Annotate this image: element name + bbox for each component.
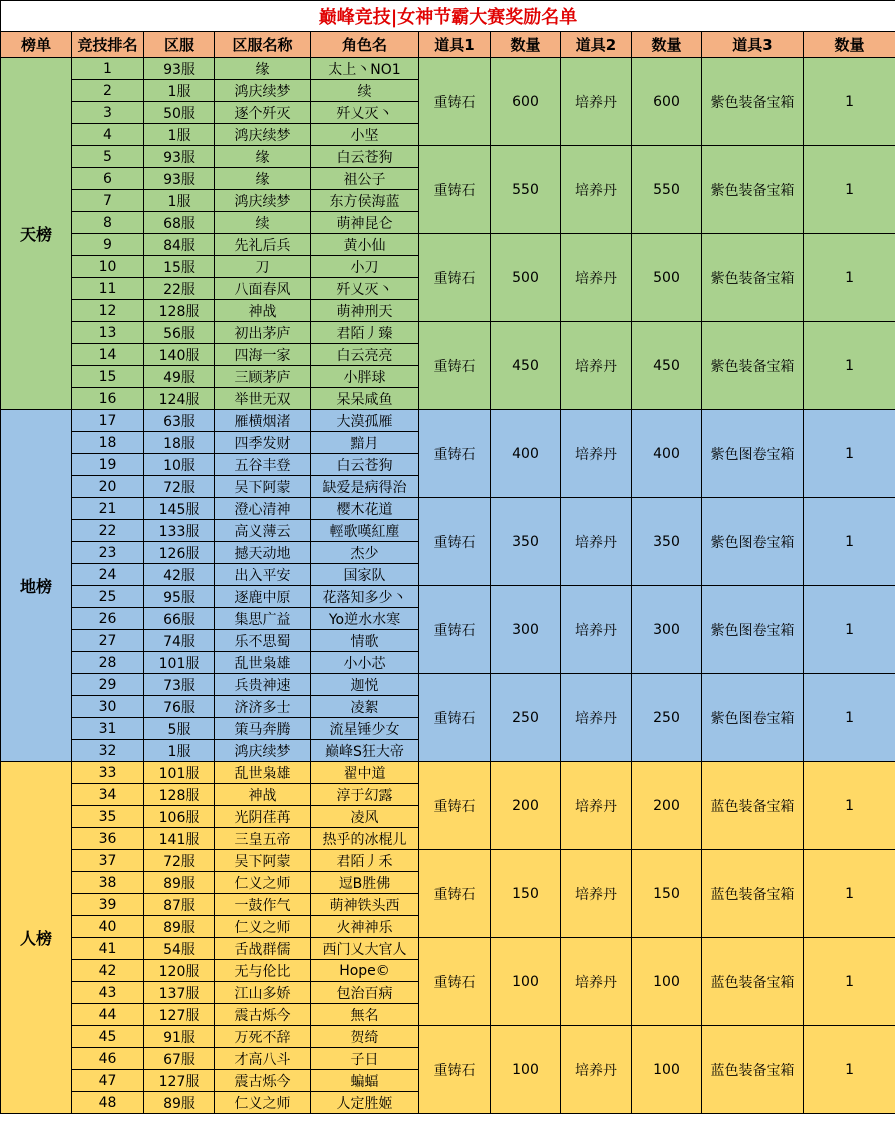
- header-server-name: 区服名称: [215, 32, 311, 58]
- server-cell: 95服: [144, 586, 215, 608]
- character-name-cell: 歼乂灭丶: [311, 278, 419, 300]
- server-cell: 74服: [144, 630, 215, 652]
- server-name-cell: 刀: [215, 256, 311, 278]
- server-cell: 72服: [144, 850, 215, 872]
- item3-cell: 蓝色装备宝箱: [702, 850, 804, 938]
- rank-cell: 10: [72, 256, 144, 278]
- character-name-cell: 凌絮: [311, 696, 419, 718]
- qty2-cell: 500: [632, 234, 702, 322]
- qty1-cell: 150: [491, 850, 561, 938]
- table-row: [1, 586, 895, 608]
- qty2-cell: 100: [632, 1026, 702, 1114]
- rank-cell: 36: [72, 828, 144, 850]
- character-name-cell: 大漠孤雁: [311, 410, 419, 432]
- character-name-cell: 凌风: [311, 806, 419, 828]
- character-name-cell: 花落知多少丶: [311, 586, 419, 608]
- sheet-title: 巅峰竞技|女神节霸大赛奖励名单: [1, 1, 895, 32]
- character-name-cell: 萌神昆仑: [311, 212, 419, 234]
- rank-cell: 35: [72, 806, 144, 828]
- server-cell: 5服: [144, 718, 215, 740]
- character-name-cell: 白云苍狗: [311, 146, 419, 168]
- server-cell: 73服: [144, 674, 215, 696]
- table-row: [1, 146, 895, 168]
- item3-cell: 紫色装备宝箱: [702, 322, 804, 410]
- rank-cell: 15: [72, 366, 144, 388]
- character-name-cell: 小刀: [311, 256, 419, 278]
- rank-cell: 5: [72, 146, 144, 168]
- character-name-cell: 缺爱是病得治: [311, 476, 419, 498]
- rank-cell: 47: [72, 1070, 144, 1092]
- server-cell: 101服: [144, 652, 215, 674]
- character-name-cell: 太上丶NO1: [311, 58, 419, 80]
- rank-cell: 39: [72, 894, 144, 916]
- server-name-cell: 仁义之师: [215, 872, 311, 894]
- server-name-cell: 出入平安: [215, 564, 311, 586]
- qty2-cell: 450: [632, 322, 702, 410]
- server-name-cell: 策马奔腾: [215, 718, 311, 740]
- character-name-cell: 人定胜姬: [311, 1092, 419, 1114]
- server-cell: 89服: [144, 1092, 215, 1114]
- server-name-cell: 鸿庆续梦: [215, 80, 311, 102]
- server-name-cell: 三皇五帝: [215, 828, 311, 850]
- item1-cell: 重铸石: [419, 146, 491, 234]
- qty3-cell: 1: [804, 322, 895, 410]
- rank-cell: 18: [72, 432, 144, 454]
- rank-cell: 43: [72, 982, 144, 1004]
- server-cell: 91服: [144, 1026, 215, 1048]
- character-name-cell: 小坚: [311, 124, 419, 146]
- item1-cell: 重铸石: [419, 58, 491, 146]
- character-name-cell: 淳于幻露: [311, 784, 419, 806]
- server-name-cell: 先礼后兵: [215, 234, 311, 256]
- rank-cell: 46: [72, 1048, 144, 1070]
- server-cell: 101服: [144, 762, 215, 784]
- server-cell: 128服: [144, 784, 215, 806]
- qty1-cell: 400: [491, 410, 561, 498]
- server-name-cell: 震古烁今: [215, 1070, 311, 1092]
- server-name-cell: 雁横烟渚: [215, 410, 311, 432]
- item1-cell: 重铸石: [419, 410, 491, 498]
- qty3-cell: 1: [804, 850, 895, 938]
- item2-cell: 培养丹: [561, 674, 632, 762]
- title-row: [1, 1, 895, 32]
- item2-cell: 培养丹: [561, 1026, 632, 1114]
- qty1-cell: 500: [491, 234, 561, 322]
- character-name-cell: 君陌丿臻: [311, 322, 419, 344]
- character-name-cell: 萌神铁头西: [311, 894, 419, 916]
- server-name-cell: 一鼓作气: [215, 894, 311, 916]
- rank-cell: 9: [72, 234, 144, 256]
- table-row: [1, 674, 895, 696]
- server-name-cell: 撼天动地: [215, 542, 311, 564]
- server-cell: 63服: [144, 410, 215, 432]
- server-cell: 126服: [144, 542, 215, 564]
- table-row: [1, 234, 895, 256]
- item3-cell: 紫色装备宝箱: [702, 234, 804, 322]
- server-name-cell: 初出茅庐: [215, 322, 311, 344]
- item3-cell: 紫色装备宝箱: [702, 58, 804, 146]
- server-cell: 93服: [144, 168, 215, 190]
- rank-cell: 42: [72, 960, 144, 982]
- table-row: [1, 322, 895, 344]
- server-cell: 89服: [144, 872, 215, 894]
- server-cell: 54服: [144, 938, 215, 960]
- qty3-cell: 1: [804, 762, 895, 850]
- character-name-cell: 黯月: [311, 432, 419, 454]
- server-cell: 1服: [144, 740, 215, 762]
- header-board: 榜单: [1, 32, 72, 58]
- server-cell: 15服: [144, 256, 215, 278]
- character-name-cell: 包治百病: [311, 982, 419, 1004]
- server-name-cell: 缘: [215, 168, 311, 190]
- character-name-cell: 国家队: [311, 564, 419, 586]
- character-name-cell: 热乎的冰棍儿: [311, 828, 419, 850]
- server-name-cell: 济济多士: [215, 696, 311, 718]
- rank-cell: 23: [72, 542, 144, 564]
- qty2-cell: 350: [632, 498, 702, 586]
- item2-cell: 培养丹: [561, 850, 632, 938]
- server-name-cell: 舌战群儒: [215, 938, 311, 960]
- item2-cell: 培养丹: [561, 410, 632, 498]
- table-row: [1, 938, 895, 960]
- rank-cell: 44: [72, 1004, 144, 1026]
- server-cell: 56服: [144, 322, 215, 344]
- qty2-cell: 600: [632, 58, 702, 146]
- server-cell: 67服: [144, 1048, 215, 1070]
- rank-cell: 8: [72, 212, 144, 234]
- table-row: [1, 58, 895, 80]
- server-cell: 18服: [144, 432, 215, 454]
- qty3-cell: 1: [804, 146, 895, 234]
- rank-cell: 40: [72, 916, 144, 938]
- rank-cell: 33: [72, 762, 144, 784]
- server-name-cell: 高义薄云: [215, 520, 311, 542]
- server-cell: 42服: [144, 564, 215, 586]
- server-cell: 106服: [144, 806, 215, 828]
- server-name-cell: 鸿庆续梦: [215, 124, 311, 146]
- character-name-cell: 無名: [311, 1004, 419, 1026]
- server-cell: 93服: [144, 58, 215, 80]
- header-item3: 道具3: [702, 32, 804, 58]
- server-cell: 68服: [144, 212, 215, 234]
- item1-cell: 重铸石: [419, 322, 491, 410]
- server-cell: 141服: [144, 828, 215, 850]
- server-name-cell: 鸿庆续梦: [215, 740, 311, 762]
- rank-cell: 48: [72, 1092, 144, 1114]
- item3-cell: 蓝色装备宝箱: [702, 938, 804, 1026]
- server-cell: 49服: [144, 366, 215, 388]
- server-name-cell: 四海一家: [215, 344, 311, 366]
- table-row: [1, 1026, 895, 1048]
- header-qty1: 数量: [491, 32, 561, 58]
- header-item1: 道具1: [419, 32, 491, 58]
- rank-cell: 29: [72, 674, 144, 696]
- item3-cell: 蓝色装备宝箱: [702, 1026, 804, 1114]
- server-cell: 1服: [144, 190, 215, 212]
- item1-cell: 重铸石: [419, 1026, 491, 1114]
- qty2-cell: 100: [632, 938, 702, 1026]
- qty2-cell: 200: [632, 762, 702, 850]
- server-name-cell: 集思广益: [215, 608, 311, 630]
- rank-cell: 21: [72, 498, 144, 520]
- qty3-cell: 1: [804, 234, 895, 322]
- character-name-cell: 白云苍狗: [311, 454, 419, 476]
- item2-cell: 培养丹: [561, 498, 632, 586]
- server-cell: 50服: [144, 102, 215, 124]
- qty1-cell: 450: [491, 322, 561, 410]
- server-cell: 145服: [144, 498, 215, 520]
- rank-cell: 37: [72, 850, 144, 872]
- server-cell: 133服: [144, 520, 215, 542]
- qty2-cell: 150: [632, 850, 702, 938]
- rank-cell: 45: [72, 1026, 144, 1048]
- qty3-cell: 1: [804, 58, 895, 146]
- server-cell: 120服: [144, 960, 215, 982]
- header-character: 角色名: [311, 32, 419, 58]
- server-cell: 22服: [144, 278, 215, 300]
- header-row: [1, 32, 895, 58]
- server-name-cell: 仁义之师: [215, 1092, 311, 1114]
- rank-cell: 6: [72, 168, 144, 190]
- server-name-cell: 吴下阿蒙: [215, 476, 311, 498]
- server-name-cell: 逐个歼灭: [215, 102, 311, 124]
- qty3-cell: 1: [804, 938, 895, 1026]
- character-name-cell: 翟中道: [311, 762, 419, 784]
- qty1-cell: 300: [491, 586, 561, 674]
- rank-cell: 7: [72, 190, 144, 212]
- board-label-tian: 天榜: [1, 58, 72, 410]
- server-cell: 127服: [144, 1070, 215, 1092]
- server-name-cell: 五谷丰登: [215, 454, 311, 476]
- server-cell: 89服: [144, 916, 215, 938]
- item1-cell: 重铸石: [419, 850, 491, 938]
- board-label-ren: 人榜: [1, 762, 72, 1114]
- server-cell: 84服: [144, 234, 215, 256]
- item1-cell: 重铸石: [419, 938, 491, 1026]
- header-qty2: 数量: [632, 32, 702, 58]
- item1-cell: 重铸石: [419, 498, 491, 586]
- item3-cell: 紫色图卷宝箱: [702, 674, 804, 762]
- rank-cell: 19: [72, 454, 144, 476]
- item1-cell: 重铸石: [419, 234, 491, 322]
- character-name-cell: 续: [311, 80, 419, 102]
- server-cell: 127服: [144, 1004, 215, 1026]
- item3-cell: 紫色图卷宝箱: [702, 498, 804, 586]
- server-name-cell: 光阴荏苒: [215, 806, 311, 828]
- item1-cell: 重铸石: [419, 586, 491, 674]
- server-name-cell: 乱世枭雄: [215, 652, 311, 674]
- rank-cell: 16: [72, 388, 144, 410]
- rank-cell: 22: [72, 520, 144, 542]
- rank-cell: 17: [72, 410, 144, 432]
- rank-cell: 38: [72, 872, 144, 894]
- rank-cell: 28: [72, 652, 144, 674]
- server-name-cell: 震古烁今: [215, 1004, 311, 1026]
- server-cell: 10服: [144, 454, 215, 476]
- item1-cell: 重铸石: [419, 674, 491, 762]
- server-cell: 87服: [144, 894, 215, 916]
- server-name-cell: 逐鹿中原: [215, 586, 311, 608]
- qty3-cell: 1: [804, 674, 895, 762]
- character-name-cell: 杰少: [311, 542, 419, 564]
- server-cell: 72服: [144, 476, 215, 498]
- server-name-cell: 举世无双: [215, 388, 311, 410]
- server-name-cell: 澄心清神: [215, 498, 311, 520]
- server-name-cell: 才高八斗: [215, 1048, 311, 1070]
- rank-cell: 3: [72, 102, 144, 124]
- table-row: [1, 850, 895, 872]
- character-name-cell: 祖公子: [311, 168, 419, 190]
- server-cell: 140服: [144, 344, 215, 366]
- character-name-cell: 蝙蝠: [311, 1070, 419, 1092]
- server-cell: 66服: [144, 608, 215, 630]
- character-name-cell: 流星锤少女: [311, 718, 419, 740]
- character-name-cell: 子日: [311, 1048, 419, 1070]
- server-name-cell: 万死不辞: [215, 1026, 311, 1048]
- item1-cell: 重铸石: [419, 762, 491, 850]
- qty1-cell: 250: [491, 674, 561, 762]
- item3-cell: 紫色图卷宝箱: [702, 410, 804, 498]
- character-name-cell: 东方侯海蓝: [311, 190, 419, 212]
- character-name-cell: 情歌: [311, 630, 419, 652]
- rank-cell: 1: [72, 58, 144, 80]
- qty2-cell: 400: [632, 410, 702, 498]
- rank-cell: 31: [72, 718, 144, 740]
- character-name-cell: 歼乂灭丶: [311, 102, 419, 124]
- character-name-cell: 迦悦: [311, 674, 419, 696]
- item2-cell: 培养丹: [561, 586, 632, 674]
- server-name-cell: 八面春风: [215, 278, 311, 300]
- rank-cell: 30: [72, 696, 144, 718]
- rank-cell: 12: [72, 300, 144, 322]
- qty3-cell: 1: [804, 410, 895, 498]
- character-name-cell: 西门乂大官人: [311, 938, 419, 960]
- character-name-cell: 白云亮亮: [311, 344, 419, 366]
- server-cell: 93服: [144, 146, 215, 168]
- board-label-di: 地榜: [1, 410, 72, 762]
- table-row: [1, 762, 895, 784]
- rank-cell: 13: [72, 322, 144, 344]
- rank-cell: 24: [72, 564, 144, 586]
- character-name-cell: 小小芯: [311, 652, 419, 674]
- item3-cell: 紫色装备宝箱: [702, 146, 804, 234]
- character-name-cell: 樱木花道: [311, 498, 419, 520]
- server-name-cell: 神战: [215, 784, 311, 806]
- header-rank: 竞技排名: [72, 32, 144, 58]
- server-name-cell: 仁义之师: [215, 916, 311, 938]
- character-name-cell: 呆呆咸鱼: [311, 388, 419, 410]
- server-name-cell: 缘: [215, 146, 311, 168]
- item3-cell: 紫色图卷宝箱: [702, 586, 804, 674]
- character-name-cell: 巅峰S狂大帝: [311, 740, 419, 762]
- server-name-cell: 江山多娇: [215, 982, 311, 1004]
- server-name-cell: 续: [215, 212, 311, 234]
- header-qty3: 数量: [804, 32, 895, 58]
- rank-cell: 41: [72, 938, 144, 960]
- item2-cell: 培养丹: [561, 322, 632, 410]
- qty2-cell: 300: [632, 586, 702, 674]
- character-name-cell: 輕歌嘆紅塵: [311, 520, 419, 542]
- character-name-cell: 萌神刑天: [311, 300, 419, 322]
- server-name-cell: 兵贵神速: [215, 674, 311, 696]
- qty1-cell: 100: [491, 938, 561, 1026]
- rank-cell: 11: [72, 278, 144, 300]
- table-row: [1, 410, 895, 432]
- server-cell: 1服: [144, 80, 215, 102]
- character-name-cell: 君陌丿禾: [311, 850, 419, 872]
- server-cell: 124服: [144, 388, 215, 410]
- qty3-cell: 1: [804, 586, 895, 674]
- server-name-cell: 缘: [215, 58, 311, 80]
- server-name-cell: 鸿庆续梦: [215, 190, 311, 212]
- server-name-cell: 神战: [215, 300, 311, 322]
- rank-cell: 27: [72, 630, 144, 652]
- server-name-cell: 三顾茅庐: [215, 366, 311, 388]
- qty1-cell: 550: [491, 146, 561, 234]
- rank-cell: 32: [72, 740, 144, 762]
- qty3-cell: 1: [804, 498, 895, 586]
- header-server: 区服: [144, 32, 215, 58]
- character-name-cell: Hope©: [311, 960, 419, 982]
- qty1-cell: 350: [491, 498, 561, 586]
- rank-cell: 25: [72, 586, 144, 608]
- server-cell: 76服: [144, 696, 215, 718]
- rank-cell: 4: [72, 124, 144, 146]
- character-name-cell: 火神神乐: [311, 916, 419, 938]
- qty1-cell: 100: [491, 1026, 561, 1114]
- item3-cell: 蓝色装备宝箱: [702, 762, 804, 850]
- server-name-cell: 四季发财: [215, 432, 311, 454]
- rank-cell: 20: [72, 476, 144, 498]
- rank-cell: 14: [72, 344, 144, 366]
- qty1-cell: 200: [491, 762, 561, 850]
- character-name-cell: 贺绮: [311, 1026, 419, 1048]
- qty2-cell: 250: [632, 674, 702, 762]
- item2-cell: 培养丹: [561, 58, 632, 146]
- character-name-cell: 逗B胜佛: [311, 872, 419, 894]
- character-name-cell: 黄小仙: [311, 234, 419, 256]
- rank-cell: 26: [72, 608, 144, 630]
- item2-cell: 培养丹: [561, 146, 632, 234]
- server-name-cell: 乱世枭雄: [215, 762, 311, 784]
- character-name-cell: 小胖球: [311, 366, 419, 388]
- qty1-cell: 600: [491, 58, 561, 146]
- server-name-cell: 无与伦比: [215, 960, 311, 982]
- character-name-cell: Yo逆水水寒: [311, 608, 419, 630]
- qty2-cell: 550: [632, 146, 702, 234]
- item2-cell: 培养丹: [561, 762, 632, 850]
- server-name-cell: 乐不思蜀: [215, 630, 311, 652]
- server-cell: 137服: [144, 982, 215, 1004]
- rank-cell: 34: [72, 784, 144, 806]
- rank-cell: 2: [72, 80, 144, 102]
- server-cell: 1服: [144, 124, 215, 146]
- table-row: [1, 498, 895, 520]
- server-cell: 128服: [144, 300, 215, 322]
- qty3-cell: 1: [804, 1026, 895, 1114]
- item2-cell: 培养丹: [561, 234, 632, 322]
- header-item2: 道具2: [561, 32, 632, 58]
- item2-cell: 培养丹: [561, 938, 632, 1026]
- server-name-cell: 吴下阿蒙: [215, 850, 311, 872]
